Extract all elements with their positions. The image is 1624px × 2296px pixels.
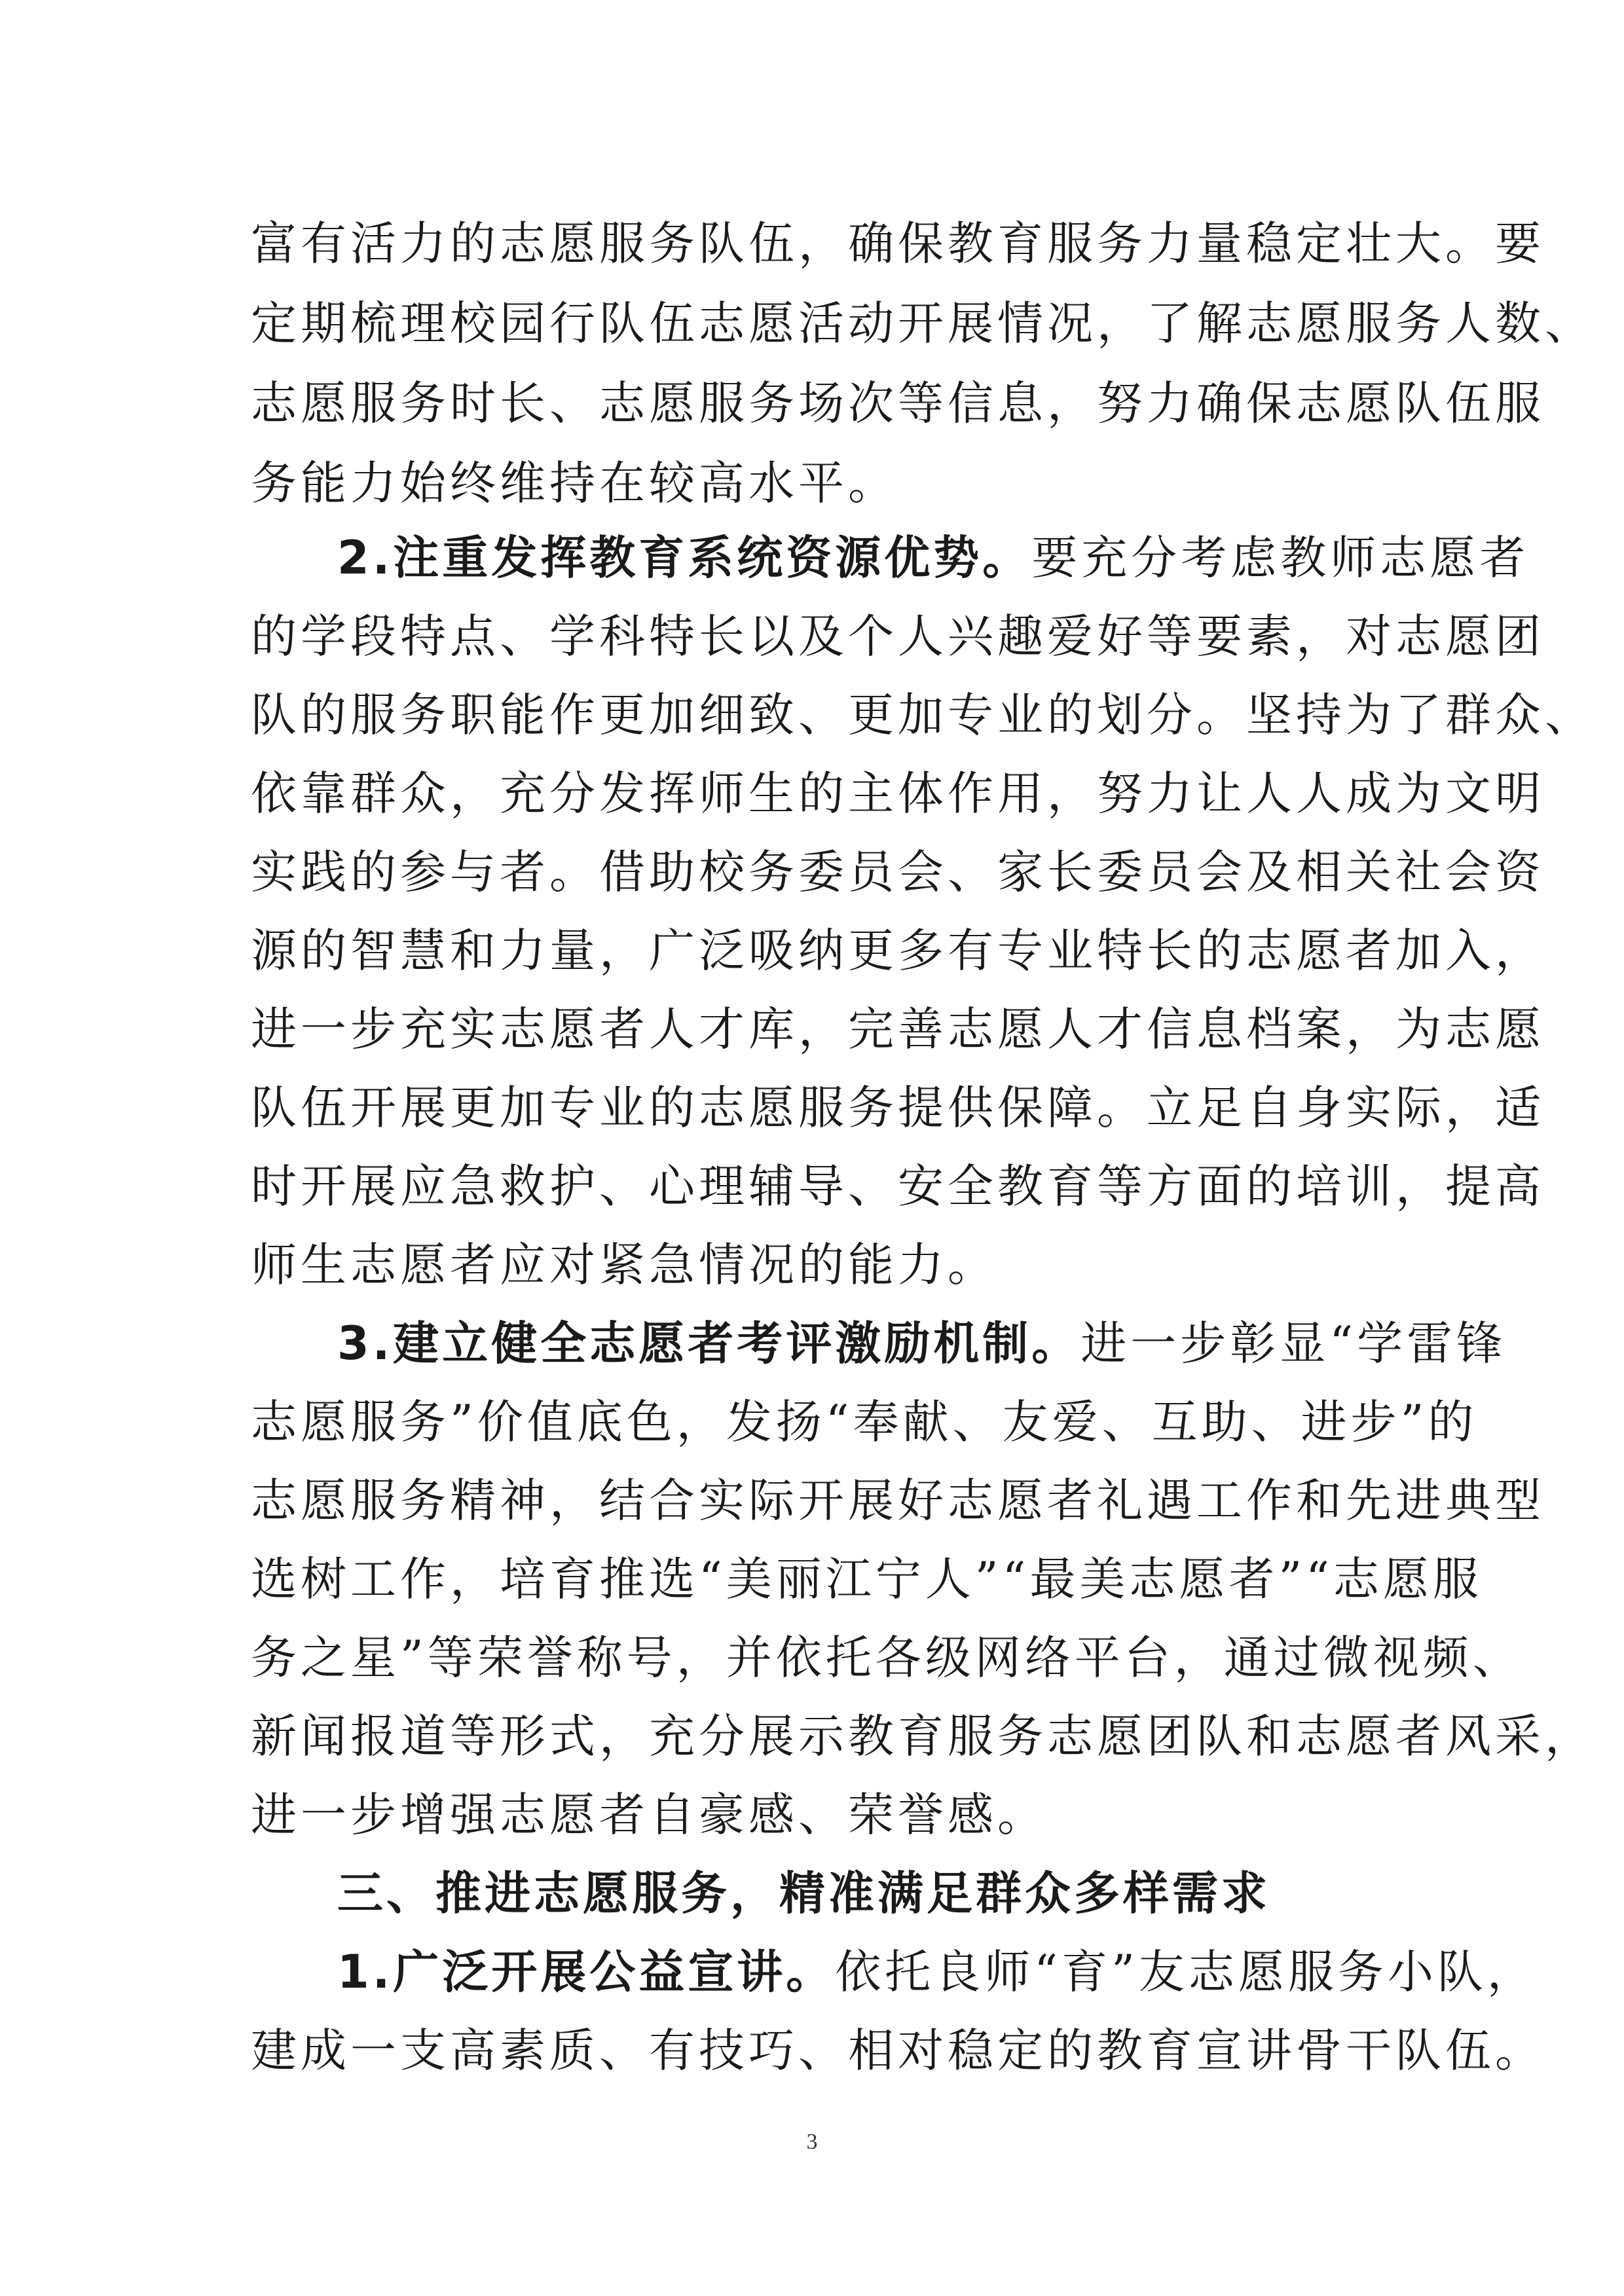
- paragraph-line: [251, 1775, 1403, 1855]
- paragraph-line: [251, 1539, 1483, 1619]
- paragraph-line: [251, 363, 1545, 443]
- section-lead: 2.注重发挥教育系统资源优势。: [337, 531, 1032, 585]
- paragraph-line: [251, 596, 1545, 676]
- line-text: 建成一支高素质、有技巧、相对稳定的教育宣讲骨干队伍。: [251, 2024, 1545, 2077]
- paragraph-line: [337, 1303, 1507, 1383]
- line-text: 源的智慧和力量，广泛吸纳更多有专业特长的志愿者加入，: [251, 924, 1545, 977]
- line-text: 的学段特点、学科特长以及个人兴趣爱好等要素，对志愿团: [251, 610, 1545, 663]
- heading-text: 三、推进志愿服务，精准满足群众多样需求: [337, 1867, 1270, 1920]
- paragraph-line: [251, 989, 1545, 1069]
- paragraph-line: [251, 1618, 1522, 1698]
- paragraph-line: [251, 283, 1595, 363]
- line-text: 定期梳理校园行队伍志愿活动开展情况，了解志愿服务人数、: [251, 297, 1595, 350]
- paragraph-line: [337, 1932, 1537, 2012]
- section-heading: [337, 1853, 1490, 1933]
- paragraph-line: [251, 1146, 1545, 1226]
- line-text: 实践的参与者。借助校务委员会、家长委员会及相关社会资: [251, 845, 1545, 899]
- paragraph-line: [251, 1225, 1403, 1305]
- line-text: 队伍开展更加专业的志愿服务提供保障。立足自身实际，适: [251, 1081, 1545, 1135]
- paragraph-line: [251, 911, 1545, 991]
- line-text: 务能力始终维持在较高水平。: [251, 456, 898, 510]
- paragraph-line: [251, 754, 1545, 833]
- line-text: 志愿服务时长、志愿服务场次等信息，努力确保志愿队伍服: [251, 376, 1545, 430]
- paragraph-line: [251, 2011, 1545, 2090]
- paragraph-line: [251, 204, 1545, 283]
- paragraph-line: [251, 832, 1545, 912]
- line-text: 务之星”等荣誉称号，并依托各级网络平台，通过微视频、: [251, 1631, 1522, 1685]
- line-text: 依靠群众，充分发挥师生的主体作用，努力让人人成为文明: [251, 767, 1545, 820]
- paragraph-line: [251, 675, 1595, 755]
- line-text: 志愿服务”价值底色，发扬“奉献、友爱、互助、进步”的: [251, 1395, 1478, 1449]
- paragraph-line: [251, 443, 1403, 523]
- page-number: 3: [806, 2130, 818, 2154]
- paragraph-line: [251, 1696, 1595, 1776]
- line-text: 时开展应急救护、心理辅导、安全教育等方面的培训，提高: [251, 1159, 1545, 1213]
- paragraph-line: [251, 1068, 1545, 1148]
- paragraph-line: [251, 1461, 1545, 1540]
- line-text: 新闻报道等形式，充分展示教育服务志愿团队和志愿者风采，: [251, 1709, 1595, 1763]
- section-lead: 1.广泛开展公益宣讲。: [337, 1945, 836, 1999]
- line-text: 志愿服务精神，结合实际开展好志愿者礼遇工作和先进典型: [251, 1474, 1545, 1527]
- line-text: 进一步充实志愿者人才库，完善志愿人才信息档案，为志愿: [251, 1002, 1545, 1056]
- line-text: 进一步增强志愿者自豪感、荣誉感。: [251, 1788, 1047, 1842]
- section-lead: 3.建立健全志愿者考评激励机制。: [337, 1317, 1081, 1370]
- line-text: 要充分考虑教师志愿者: [1031, 531, 1530, 585]
- line-text: 选树工作，培育推选“美丽江宁人”“最美志愿者”“志愿服: [251, 1552, 1483, 1606]
- line-text: 队的服务职能作更加细致、更加专业的划分。坚持为了群众、: [251, 688, 1595, 742]
- paragraph-line: [337, 518, 1530, 598]
- line-text: 富有活力的志愿服务队伍，确保教育服务力量稳定壮大。要: [251, 217, 1545, 270]
- line-text: 师生志愿者应对紧急情况的能力。: [251, 1238, 997, 1292]
- paragraph-line: [251, 1382, 1478, 1462]
- line-text: 依托良师“育”友志愿服务小队，: [835, 1945, 1537, 1999]
- line-text: 进一步彰显“学雷锋: [1080, 1317, 1507, 1370]
